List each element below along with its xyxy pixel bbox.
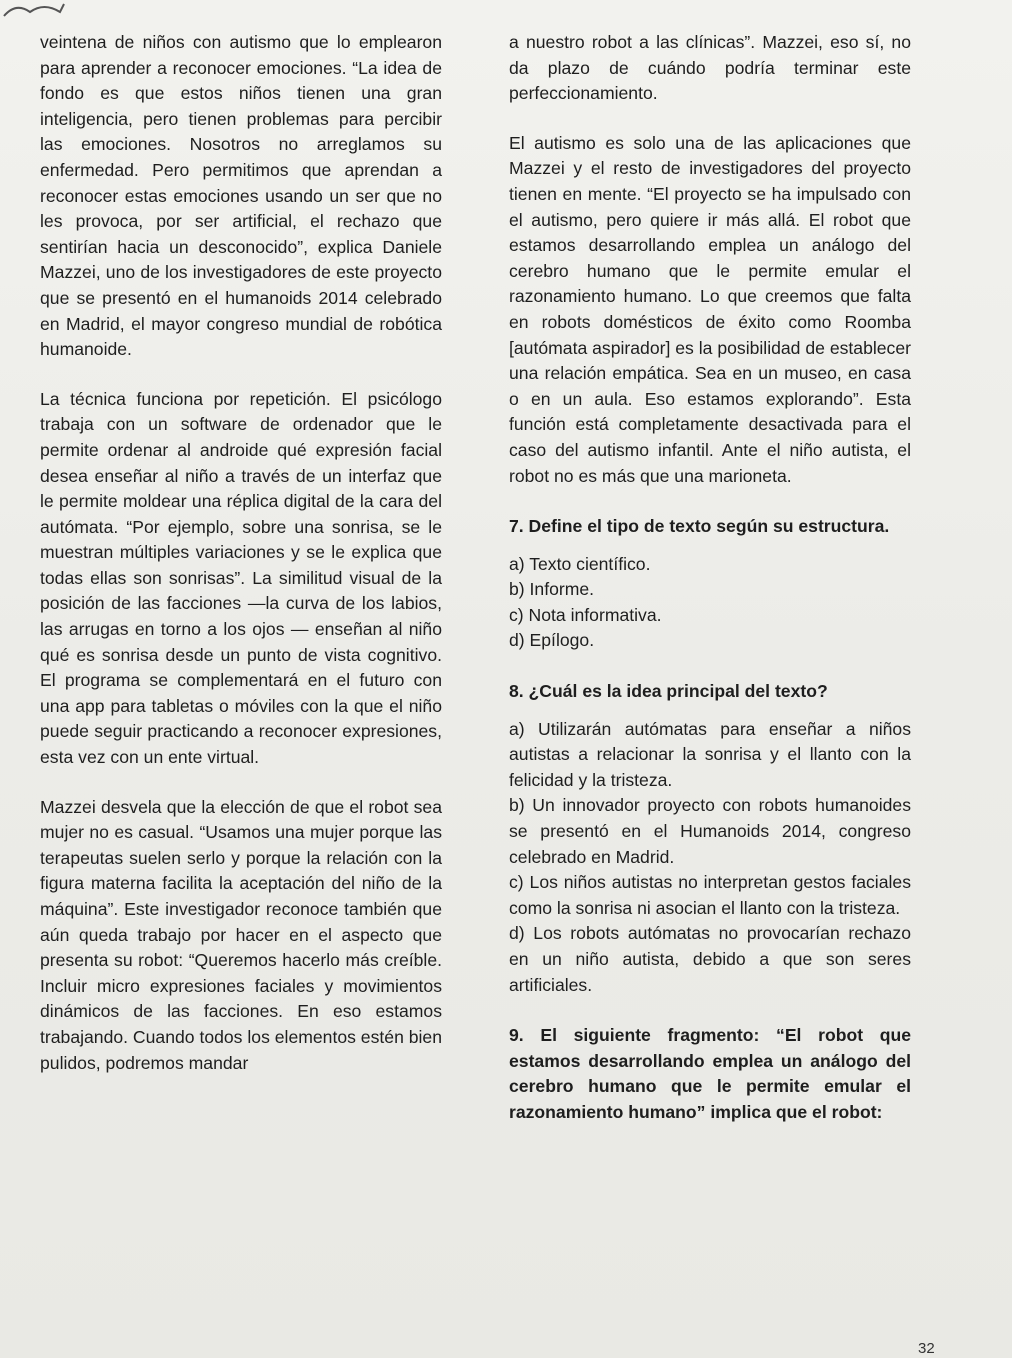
left-paragraph-1: veintena de niños con autismo que lo emplearon para aprender a reconocer emociones. “La idea de fondo es que estos niños tienen una gran inteligencia, pero tienen problemas para percibir las emociones. Nosotros no arreglamos su enfermedad. Pero permitimos que aprendan a reconocer estas emociones usando un ser que no les provoca, por ser artificial, el rechazo que sentirían hacia un desconocido”, explica Daniele Mazzei, uno de los investigadores de este proyecto que se presentó en el humanoids 2014 celebrado en Madrid, el mayor congreso mundial de robótica humanoide. (40, 32, 442, 360)
question-8-option-b: b) Un innovador proyecto con robots humanoides se presentó en el Humanoids 2014, congreso celebrado en Madrid. (509, 795, 911, 867)
question-8-option-c: c) Los niños autistas no interpretan gestos faciales como la sonrisa ni asocian el llanto con la tristeza. (509, 872, 911, 918)
question-7-option-a: a) Texto científico. (509, 553, 651, 574)
question-7-option-b: b) Informe. (509, 579, 595, 600)
question-9-title: 9. El siguiente fragmento: “El robot que estamos desarrollando emplea un análogo del cerebro humano que le permite emular el razonamiento humano” implica que el robot: (509, 1025, 911, 1122)
question-7-option-d: d) Epílogo. (509, 630, 595, 651)
left-paragraph-2: La técnica funciona por repetición. El psicólogo trabaja con un software de ordenador que le permite ordenar al androide qué expresión facial desea enseñar al niño a través de un interfaz que le permite moldear una réplica digital de la cara del autómata. “Por ejemplo, sobre una sonrisa, se le muestran múltiples variaciones y se le explica que todas ellas son sonrisas”. La similitud visual de la posición de las facciones —la curva de los labios, las arrugas en torno a los ojos — enseñan al niño qué es sonrisa desde un punto de vista cognitivo. El programa se complementará en el futuro con una app para tabletas o móviles con la que el niño puede seguir practicando a reconocer expresiones, esta vez con un ente virtual. (40, 388, 442, 768)
question-9 (509, 1023, 911, 1125)
question-8-option-d: d) Los robots autómatas no provocarían rechazo en un niño autista, debido a que son seres artificiales. (509, 923, 911, 995)
question-7-option-c: c) Nota informativa. (509, 604, 662, 625)
question-8-option-a: a) Utilizarán autómatas para enseñar a niños autistas a relacionar la sonrisa y el llanto con la felicidad y la tristeza. (509, 718, 911, 790)
question-7-options (509, 552, 911, 654)
question-7-title: 7. Define el tipo de texto según su estructura. (509, 516, 890, 537)
right-column (509, 30, 911, 1126)
question-7 (509, 514, 911, 654)
question-8 (509, 679, 911, 998)
question-8-title: 8. ¿Cuál es la idea principal del texto? (509, 681, 828, 702)
question-8-options (509, 717, 911, 999)
page-number: 32 (918, 1340, 935, 1357)
right-paragraph-2: El autismo es solo una de las aplicaciones que Mazzei y el resto de investigadores del proyecto tienen en mente. “El proyecto se ha impulsado con el autismo, pero quiere ir más allá. El robot que estamos desarrollando emplea un análogo del cerebro humano que le permite emular el razonamiento humano. Lo que creemos que falta en robots domésticos de éxito como Roomba [autómata aspirador] es la posibilidad de establecer una relación empática. Sea en un museo, en casa o en un aula. Eso estamos explorando”. Esta función está completamente desactivada para el caso del autismo infantil. Ante el niño autista, el robot no es más que una marioneta. (509, 132, 911, 486)
right-paragraph-1: a nuestro robot a las clínicas”. Mazzei, eso sí, no da plazo de cuándo podría terminar este perfeccionamiento. (509, 32, 911, 104)
corner-decoration (0, 0, 80, 20)
left-paragraph-3: Mazzei desvela que la elección de que el robot sea mujer no es casual. “Usamos una mujer porque las terapeutas suelen serlo y porque la relación con la figura materna facilita la aceptación del niño de la máquina”. Este investigador reconoce también que aún queda trabajo por hacer en el aspecto que presenta su robot: “Queremos hacerlo más creíble. Incluir micro expresiones faciales y movimientos dinámicos de las facciones. En eso estamos trabajando. Cuando todos los elementos estén bien pulidos, podremos mandar (40, 796, 443, 1073)
left-column (40, 30, 442, 1076)
